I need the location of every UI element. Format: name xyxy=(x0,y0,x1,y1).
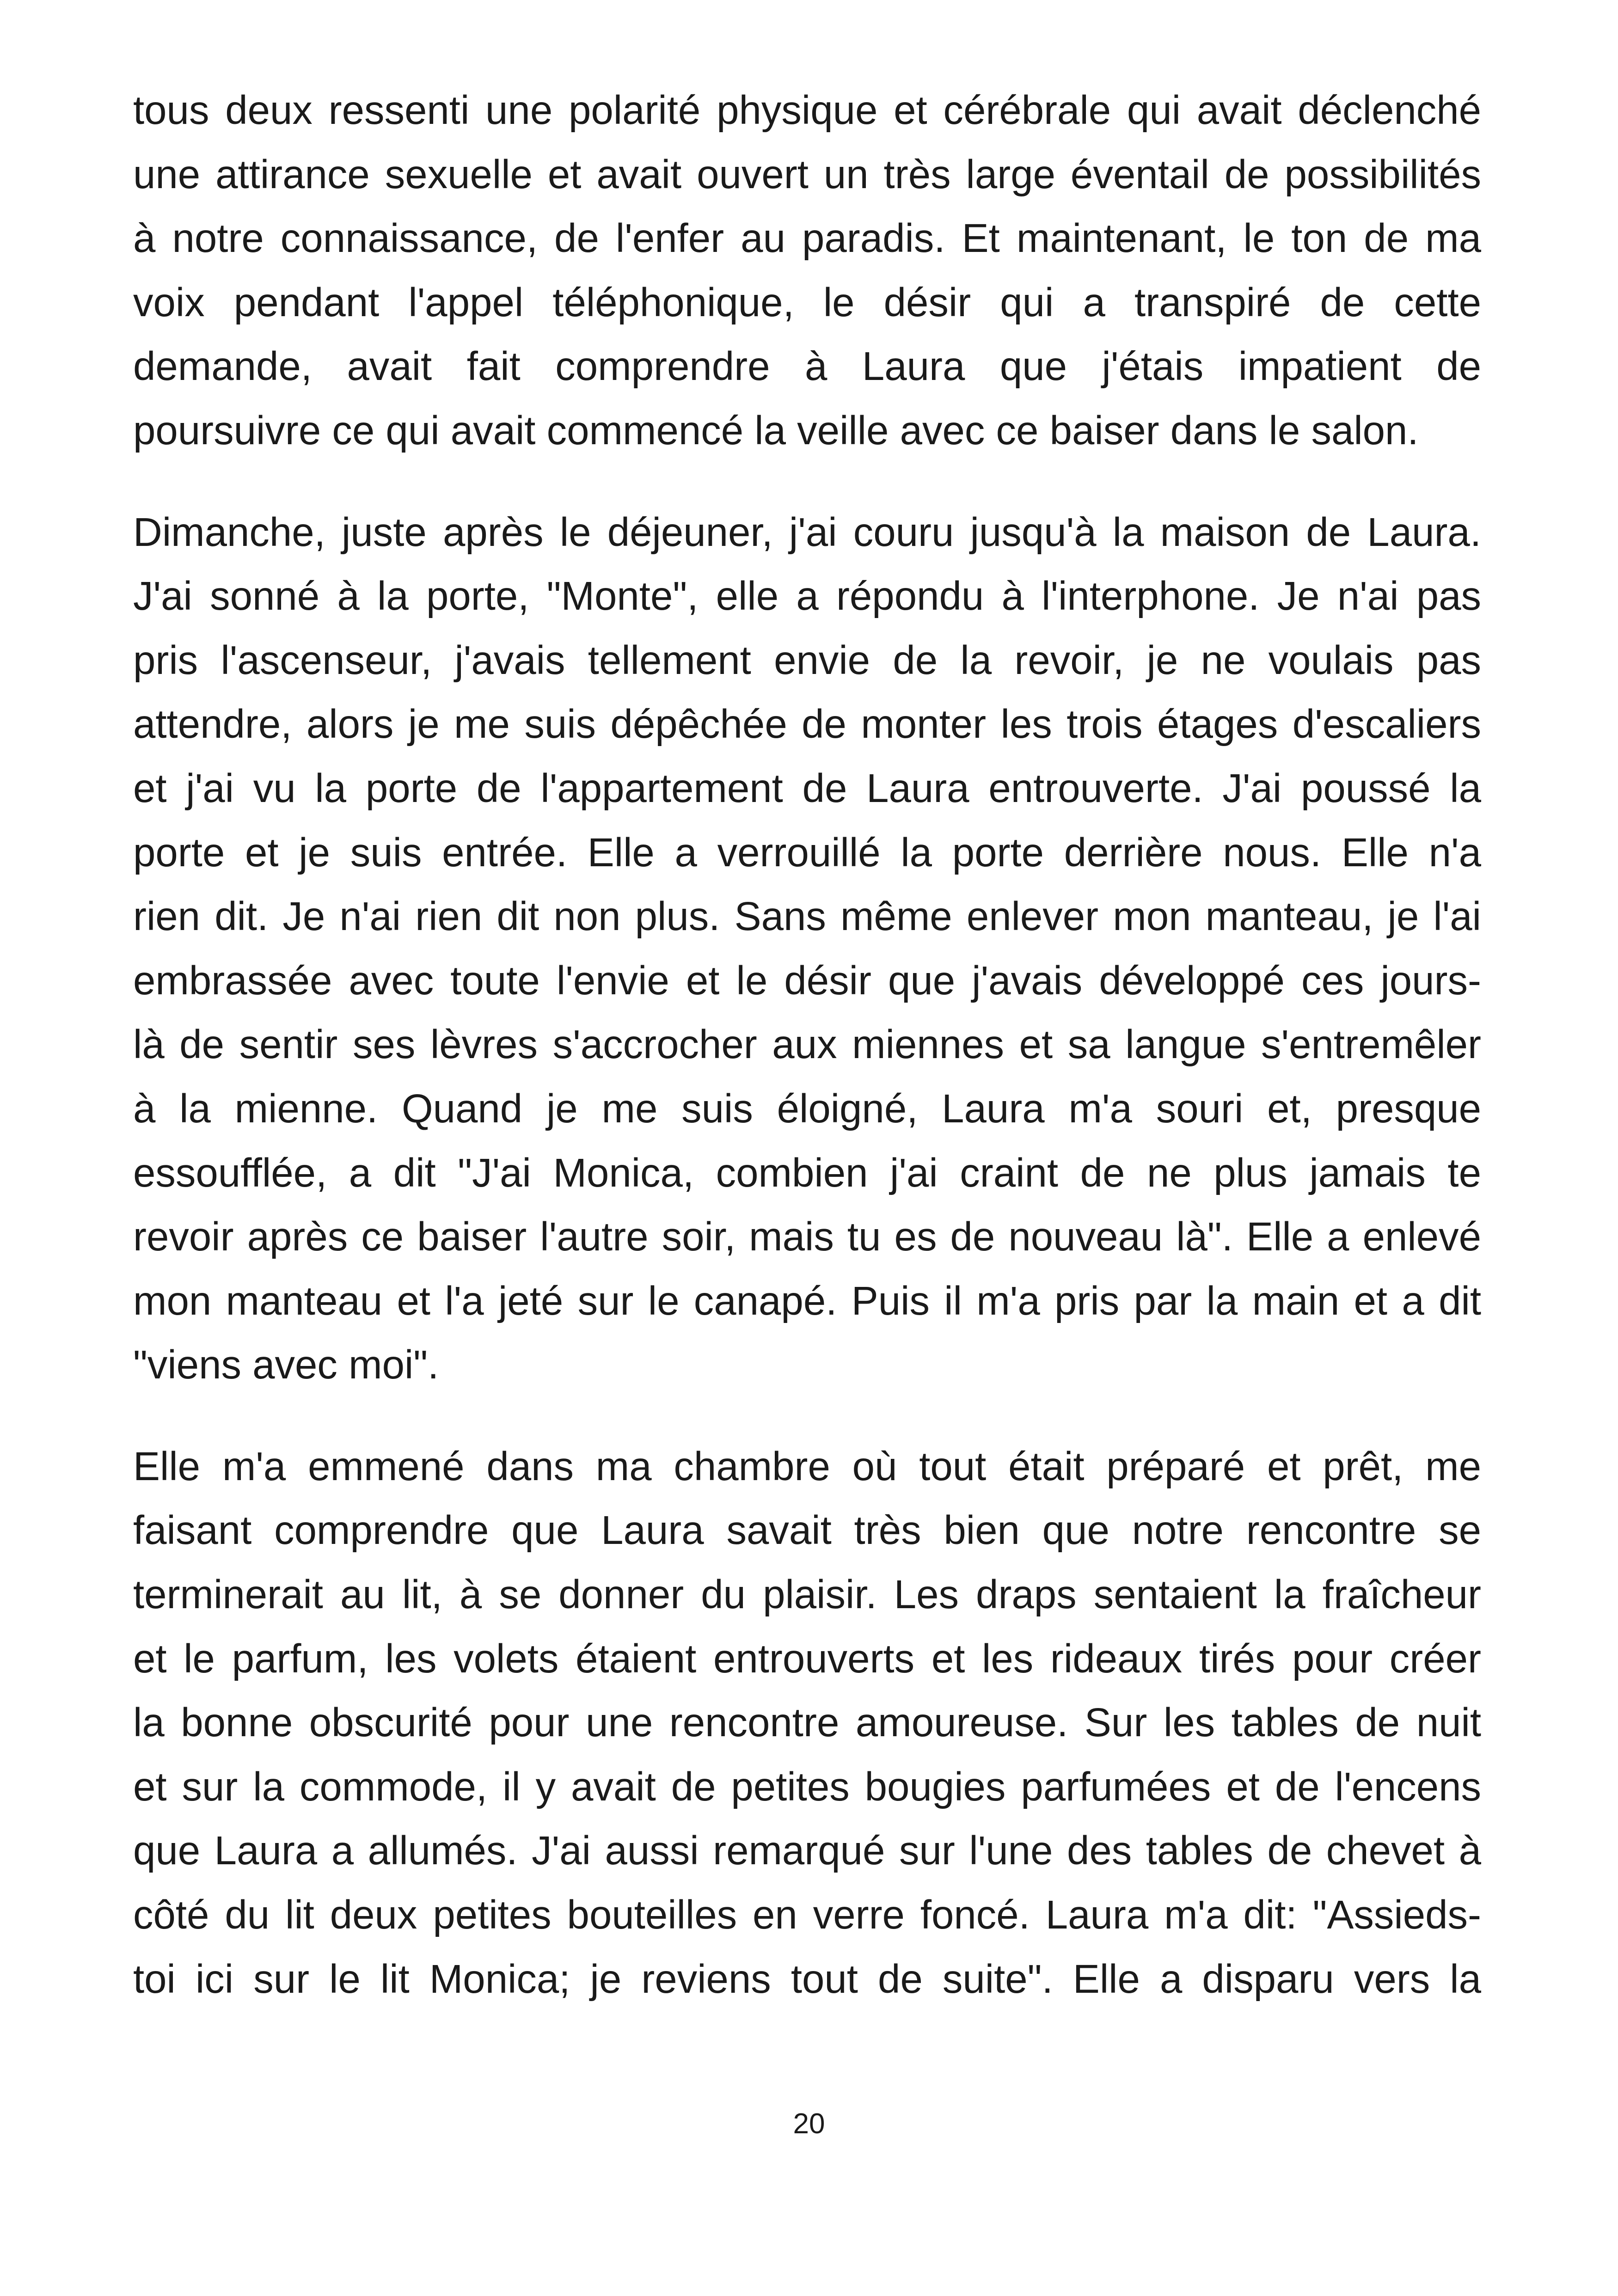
text-line: la bonne obscurité pour une rencontre amoureuse. Sur les tables de nuit xyxy=(133,1700,1481,1745)
text-line: une attirance sexuelle et avait ouvert un très large éventail de possibilités xyxy=(133,152,1481,197)
paragraph-spacer xyxy=(133,1397,1481,1435)
text-line: et j'ai vu la porte de l'appartement de Laura entrouverte. J'ai poussé la xyxy=(133,765,1481,811)
text-line: terminerait au lit, à se donner du plaisir. Les draps sentaient la fraîcheur xyxy=(133,1572,1481,1617)
text-line: faisant comprendre que Laura savait très bien que notre rencontre se xyxy=(133,1508,1481,1553)
text-line: pris l'ascenseur, j'avais tellement envie de la revoir, je ne voulais pas xyxy=(133,637,1481,683)
text-line: essoufflée, a dit "J'ai Monica, combien j'ai craint de ne plus jamais te xyxy=(133,1150,1481,1195)
paragraph-2 xyxy=(133,501,1481,1397)
text-line: côté du lit deux petites bouteilles en verre foncé. Laura m'a dit: "Assieds- xyxy=(133,1892,1481,1938)
text-line: et le parfum, les volets étaient entrouverts et les rideaux tirés pour créer xyxy=(133,1636,1481,1681)
text-line: et sur la commode, il y avait de petites bougies parfumées et de l'encens xyxy=(133,1764,1481,1809)
text-line: porte et je suis entrée. Elle a verrouillé la porte derrière nous. Elle n'a xyxy=(133,830,1481,875)
text-line: mon manteau et l'a jeté sur le canapé. Puis il m'a pris par la main et a dit xyxy=(133,1278,1481,1323)
paragraph-3 xyxy=(133,1435,1481,2011)
text-line: rien dit. Je n'ai rien dit non plus. Sans même enlever mon manteau, je l'ai xyxy=(133,894,1481,939)
text-line: à la mienne. Quand je me suis éloigné, Laura m'a souri et, presque xyxy=(133,1086,1481,1131)
text-line: demande, avait fait comprendre à Laura que j'étais impatient de xyxy=(133,344,1481,389)
paragraph-spacer xyxy=(133,463,1481,501)
page-number: 20 xyxy=(793,2108,825,2140)
text-line: Elle m'a emmené dans ma chambre où tout était préparé et prêt, me xyxy=(133,1444,1481,1489)
paragraph-1 xyxy=(133,79,1481,463)
body-text xyxy=(133,79,1481,2011)
text-line: embrassée avec toute l'envie et le désir que j'avais développé ces jours- xyxy=(133,958,1481,1003)
text-line: revoir après ce baiser l'autre soir, mais tu es de nouveau là". Elle a enlevé xyxy=(133,1214,1481,1260)
text-line: que Laura a allumés. J'ai aussi remarqué sur l'une des tables de chevet à xyxy=(133,1828,1481,1874)
text-line: tous deux ressenti une polarité physique et cérébrale qui avait déclenché xyxy=(133,88,1481,133)
text-line: là de sentir ses lèvres s'accrocher aux miennes et sa langue s'entremêler xyxy=(133,1022,1481,1067)
text-line: attendre, alors je me suis dépêchée de monter les trois étages d'escaliers xyxy=(133,702,1481,747)
text-line: toi ici sur le lit Monica; je reviens tout de suite". Elle a disparu vers la xyxy=(133,1956,1481,2002)
text-line: "viens avec moi". xyxy=(133,1342,439,1388)
text-line: à notre connaissance, de l'enfer au paradis. Et maintenant, le ton de ma xyxy=(133,216,1481,261)
text-line: poursuivre ce qui avait commencé la veille avec ce baiser dans le salon. xyxy=(133,408,1419,453)
text-line: voix pendant l'appel téléphonique, le désir qui a transpiré de cette xyxy=(133,280,1481,325)
text-line: Dimanche, juste après le déjeuner, j'ai couru jusqu'à la maison de Laura. xyxy=(133,509,1481,555)
text-line: J'ai sonné à la porte, "Monte", elle a répondu à l'interphone. Je n'ai pas xyxy=(133,574,1481,619)
